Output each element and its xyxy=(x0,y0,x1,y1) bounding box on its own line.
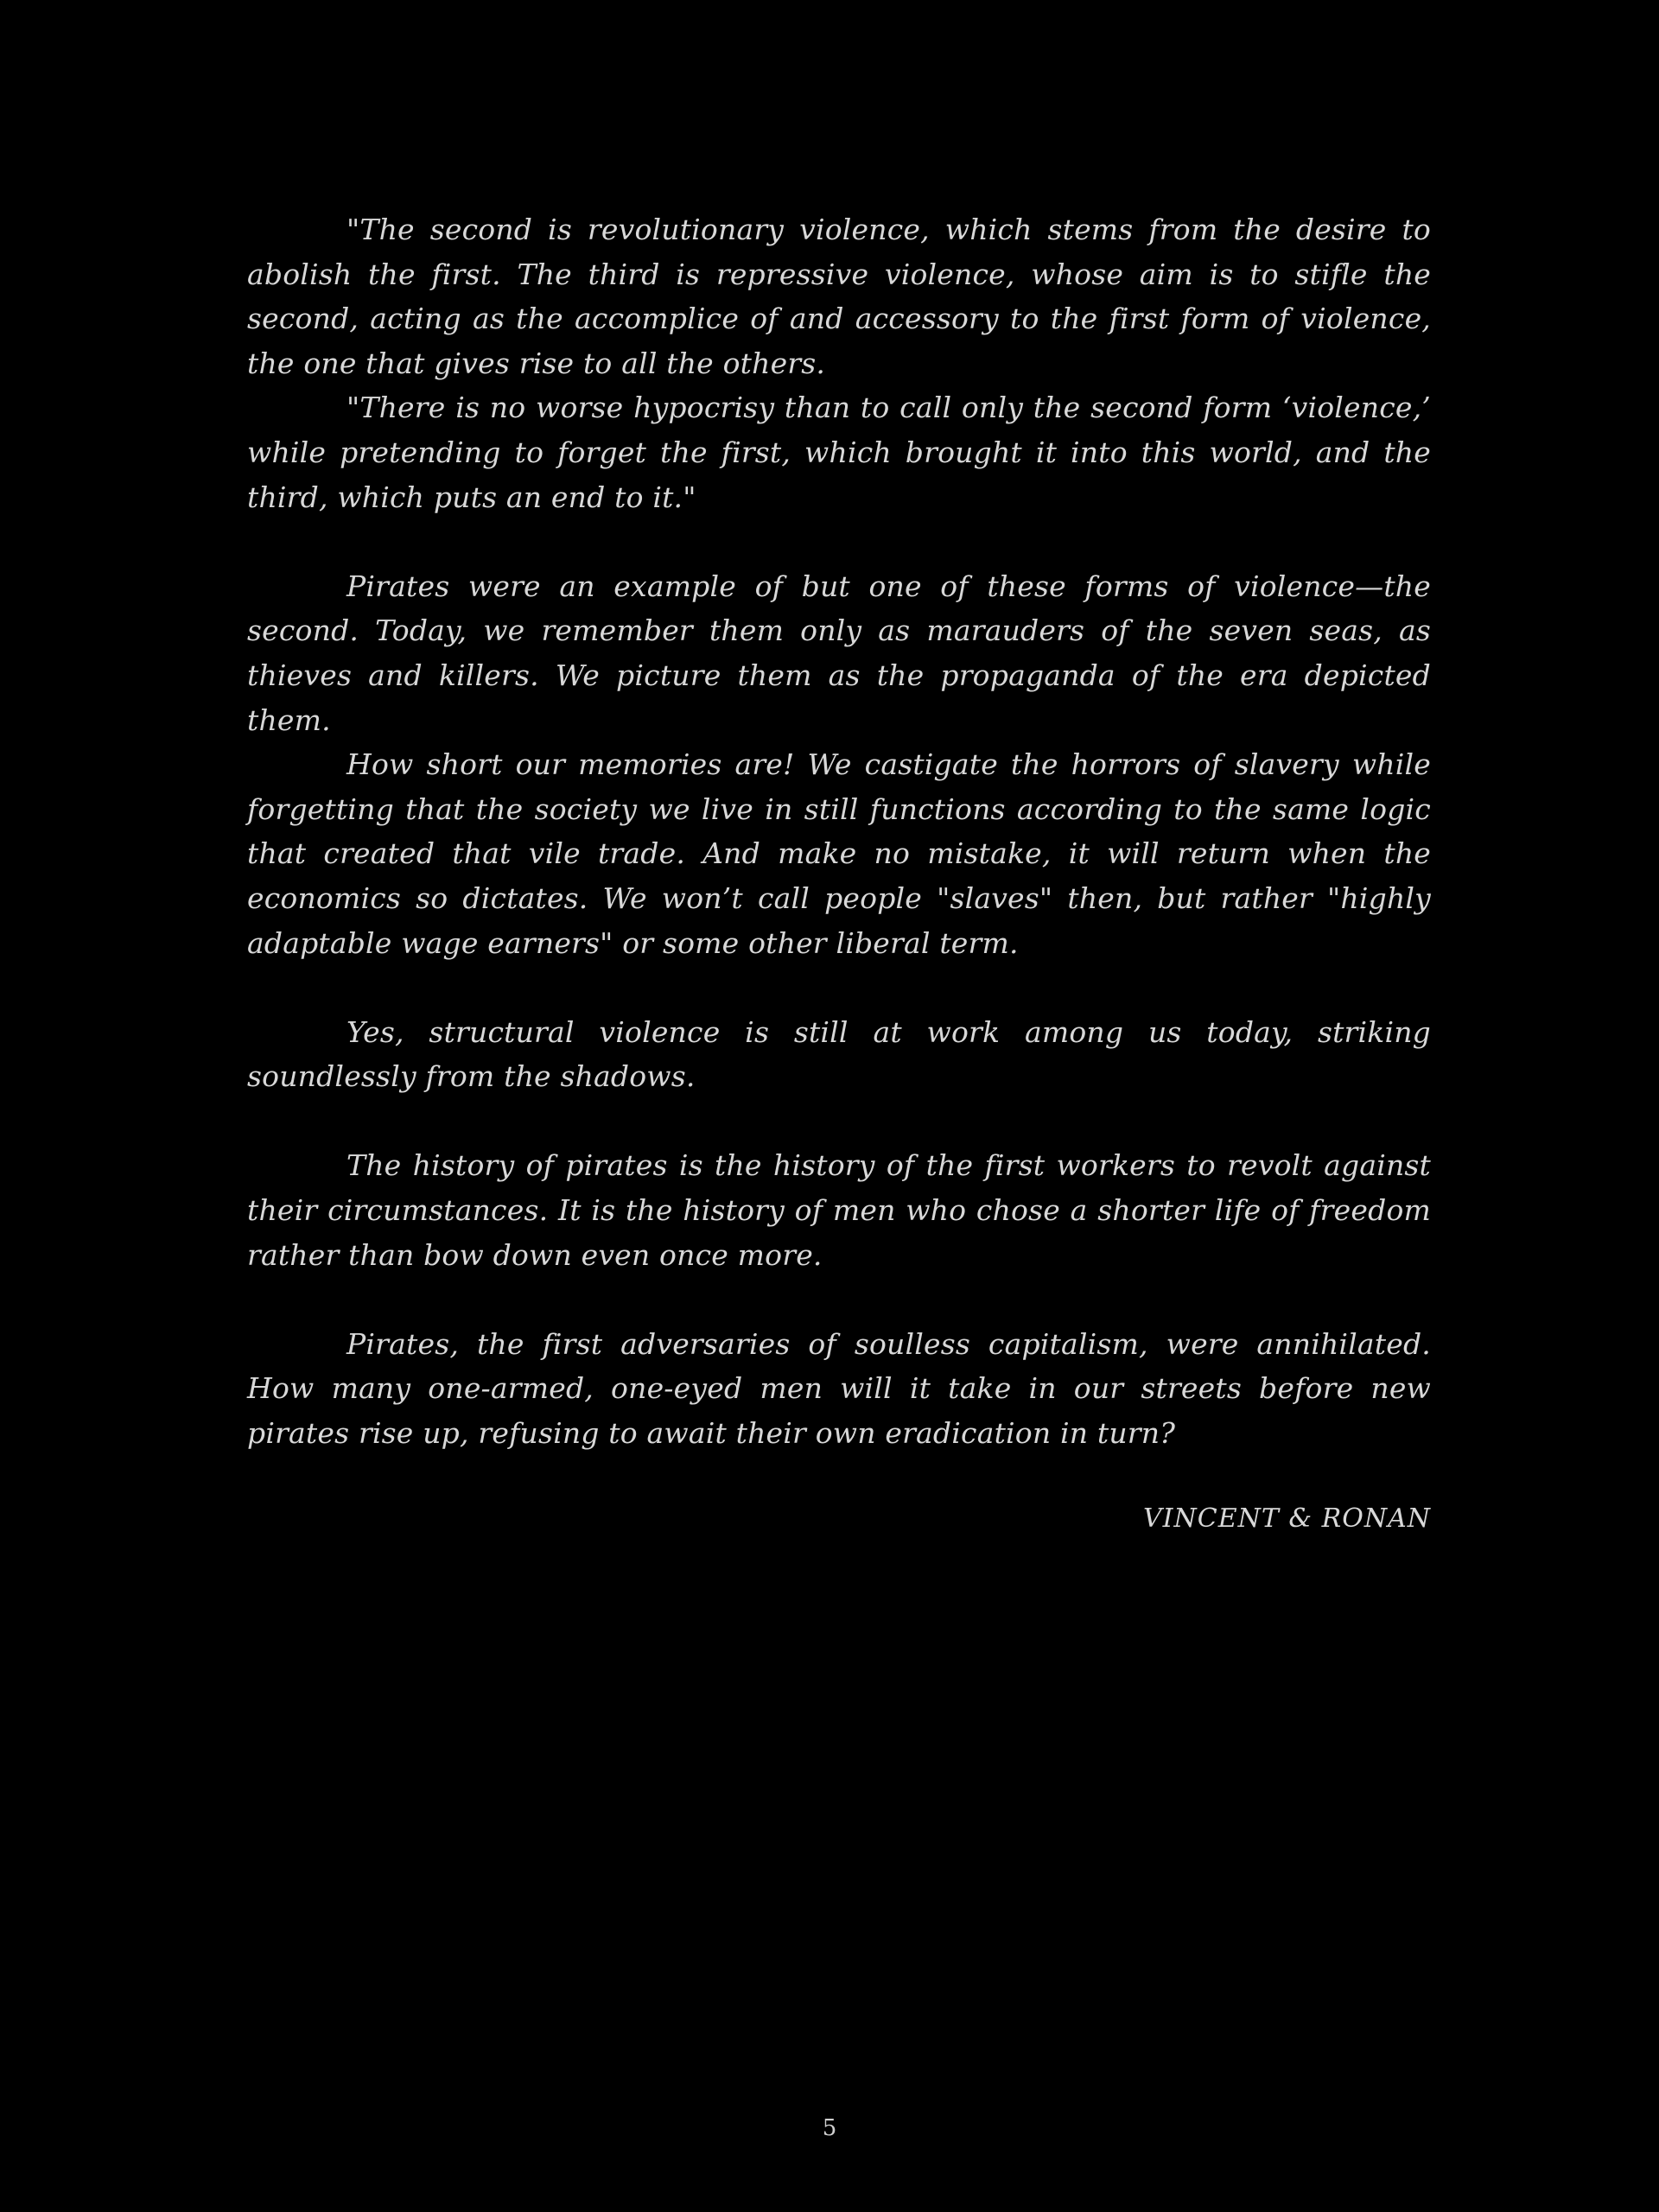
paragraph-pirates-example: Pirates were an example of but one of these forms of violence—the second. Today, we remember them only as marauders of the seven seas, as thieves and killers. We picture them as the propaganda of the era depicted them. xyxy=(247,569,1431,737)
page-number: 5 xyxy=(822,2115,837,2141)
paragraph-adversaries-of-capitalism: Pirates, the first adversaries of soulless capitalism, were annihilated. How many one-armed, one-eyed men will it take in our streets before new pirates rise up, refusing to await their own eradication in turn? xyxy=(247,1326,1431,1451)
paragraph-hypocrisy-quote: "There is no worse hypocrisy than to call only the second form ‘violence,’ while pretending to forget the first, which brought it into this world, and the third, which puts an end to it." xyxy=(247,391,1431,514)
body-text xyxy=(247,207,1431,1456)
paragraph-history-of-pirates: The history of pirates is the history of the first workers to revolt against their circumstances. It is the history of men who chose a shorter life of freedom rather than bow down even once more. xyxy=(247,1148,1431,1272)
author-signature: VINCENT & RONAN xyxy=(1142,1503,1431,1534)
paragraph-structural-violence: Yes, structural violence is still at work among us today, striking soundlessly from the shadows. xyxy=(247,1014,1431,1094)
paragraph-short-memories: How short our memories are! We castigate the horrors of slavery while forgetting that the society we live in still functions according to the same logic that created that vile trade. And make no mistake, it will return when the economics so dictates. We won’t call people "slaves" then, but rather "highly adaptable wage earners" or some other liberal term. xyxy=(247,747,1431,960)
paragraph-revolutionary-violence: "The second is revolutionary violence, which stems from the desire to abolish the first. The third is repressive violence, whose aim is to stifle the second, acting as the accomplice of and accessory to the first form of violence, the one that gives rise to all the others. xyxy=(247,213,1431,380)
